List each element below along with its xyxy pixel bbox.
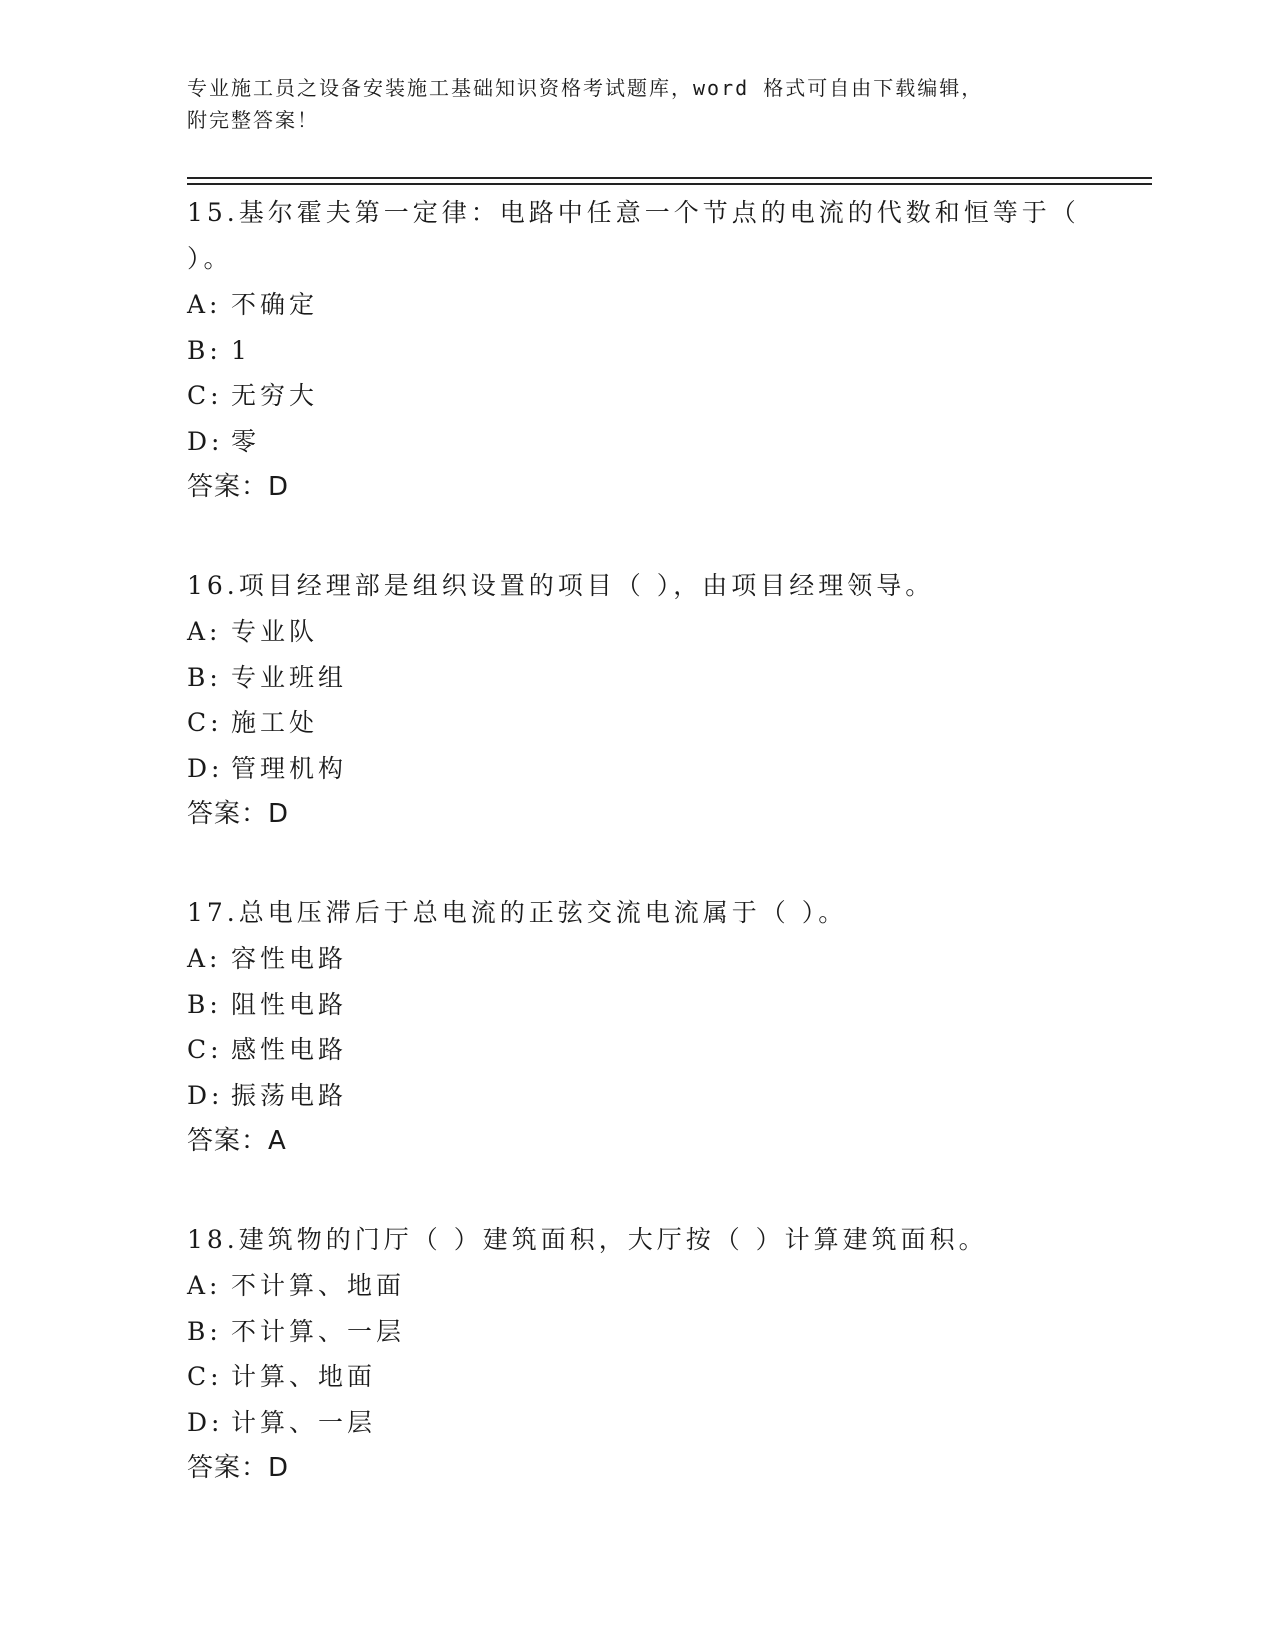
option-list xyxy=(187,282,1087,464)
option-text: 振荡电路 xyxy=(231,1080,348,1110)
option-b xyxy=(187,655,1087,701)
option-key: B: xyxy=(187,1316,222,1346)
option-c xyxy=(187,1354,1087,1400)
option-text: 感性电路 xyxy=(231,1035,348,1064)
option-b xyxy=(187,982,1087,1028)
option-key: A: xyxy=(187,617,222,646)
answer-line: 答案：D xyxy=(187,1453,290,1483)
option-c xyxy=(187,373,1087,419)
option-key: A: xyxy=(187,944,222,973)
option-list xyxy=(187,936,1087,1118)
option-key: B: xyxy=(187,335,222,365)
option-text: 阻性电路 xyxy=(231,989,348,1019)
option-d xyxy=(187,1073,1087,1119)
option-b xyxy=(187,1309,1087,1355)
option-key: A: xyxy=(187,1271,222,1300)
option-text: 无穷大 xyxy=(231,381,319,410)
option-text: 专业队 xyxy=(231,617,319,646)
option-a xyxy=(187,609,1087,655)
question-16 xyxy=(187,561,1087,837)
option-key: C: xyxy=(187,1035,223,1064)
answer-line: 答案：D xyxy=(187,472,290,502)
option-c xyxy=(187,700,1087,746)
option-d xyxy=(187,746,1087,792)
header-divider-top xyxy=(187,177,1152,179)
option-key: B: xyxy=(187,989,222,1019)
option-key: C: xyxy=(187,708,223,737)
option-a xyxy=(187,936,1087,982)
option-text: 计算、一层 xyxy=(231,1407,377,1437)
header-divider-bottom xyxy=(187,183,1152,185)
question-17 xyxy=(187,888,1087,1164)
document-header xyxy=(187,72,1087,136)
option-text: 不计算、地面 xyxy=(231,1271,406,1300)
question-stem xyxy=(187,188,1087,282)
option-text: 不计算、一层 xyxy=(231,1316,406,1346)
option-text: 不确定 xyxy=(231,290,319,319)
option-list xyxy=(187,1263,1087,1445)
option-list xyxy=(187,609,1087,791)
option-d xyxy=(187,419,1087,465)
option-b xyxy=(187,328,1087,374)
option-text: 容性电路 xyxy=(231,944,348,973)
question-stem xyxy=(187,561,1087,609)
option-key: D: xyxy=(187,753,224,783)
question-18 xyxy=(187,1215,1087,1491)
question-stem-line-1: 15.基尔霍夫第一定律：电路中任意一个节点的电流的代数和恒等于（ xyxy=(187,198,1080,227)
question-stem-line-2: ）。 xyxy=(187,244,233,273)
question-stem-line-1: 18.建筑物的门厅（ ）建筑面积，大厅按（ ）计算建筑面积。 xyxy=(187,1225,988,1254)
option-key: D: xyxy=(187,1407,224,1437)
option-a xyxy=(187,282,1087,328)
header-line-2: 附完整答案！ xyxy=(187,108,319,132)
option-key: A: xyxy=(187,290,222,319)
option-text: 1 xyxy=(231,335,251,365)
option-d xyxy=(187,1400,1087,1446)
option-c xyxy=(187,1027,1087,1073)
option-key: D: xyxy=(187,426,224,456)
question-stem-line-1: 17.总电压滞后于总电流的正弦交流电流属于（ ）。 xyxy=(187,898,848,927)
option-text: 管理机构 xyxy=(231,753,348,783)
option-text: 计算、地面 xyxy=(231,1362,377,1391)
option-text: 施工处 xyxy=(231,708,319,737)
question-list xyxy=(187,188,1087,1542)
option-text: 零 xyxy=(231,426,261,456)
question-stem xyxy=(187,1215,1087,1263)
option-a xyxy=(187,1263,1087,1309)
option-key: C: xyxy=(187,381,223,410)
question-stem xyxy=(187,888,1087,936)
question-15 xyxy=(187,188,1087,510)
option-key: D: xyxy=(187,1080,224,1110)
answer-line: 答案：D xyxy=(187,799,290,829)
header-line-1: 专业施工员之设备安装施工基础知识资格考试题库，word 格式可自由下载编辑， xyxy=(187,76,984,100)
option-key: C: xyxy=(187,1362,223,1391)
option-key: B: xyxy=(187,662,222,692)
question-stem-line-1: 16.项目经理部是组织设置的项目（ ），由项目经理领导。 xyxy=(187,571,935,600)
answer-line: 答案：A xyxy=(187,1126,287,1156)
option-text: 专业班组 xyxy=(231,662,348,692)
